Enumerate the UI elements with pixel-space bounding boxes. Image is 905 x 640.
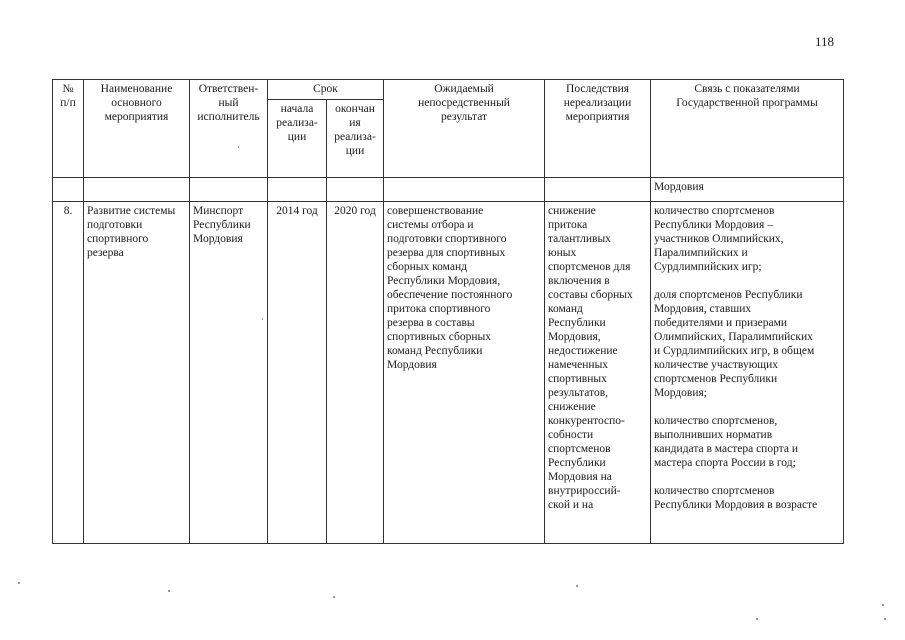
- cont-expected: [384, 178, 545, 202]
- row-responsible: Минспорт Республики Мордовия: [190, 202, 268, 544]
- row-name: Развитие системы подготовки спортивного резерва: [84, 202, 190, 544]
- cont-num: [53, 178, 84, 202]
- scan-speck: [756, 618, 758, 620]
- header-term-end: окончан ия реализа- ции: [327, 100, 384, 178]
- row-num: 8.: [53, 202, 84, 544]
- measures-table: [52, 79, 844, 544]
- scan-speck: [238, 146, 239, 148]
- scan-speck: [168, 590, 170, 592]
- cont-consequences: [545, 178, 651, 202]
- cont-responsible: [190, 178, 268, 202]
- scan-speck: [576, 585, 578, 587]
- header-consequences: Последствия нереализации мероприятия: [545, 80, 651, 178]
- header-link: Связь с показателями Государственной программы: [651, 80, 844, 178]
- row-expected: совершенствование системы отбора и подготовки спортивного резерва для спортивных сборных команд Республики Мордовия, обеспечение постоянного притока спортивного резерва в составы спортивных сборных команд Республики Мордовия: [384, 202, 545, 544]
- header-term: Срок: [268, 80, 384, 100]
- cont-link: Мордовия: [651, 178, 844, 202]
- cont-start: [268, 178, 327, 202]
- scan-speck: [333, 596, 335, 598]
- scan-speck: [18, 582, 20, 584]
- header-expected: Ожидаемый непосредственный результат: [384, 80, 545, 178]
- header-name: Наименование основного мероприятия: [84, 80, 190, 178]
- page-number: 118: [815, 34, 835, 49]
- continuation-row: [53, 178, 844, 202]
- scan-speck: [882, 604, 884, 606]
- header-responsible: Ответствен- ный исполнитель: [190, 80, 268, 178]
- cont-name: [84, 178, 190, 202]
- cont-end: [327, 178, 384, 202]
- row-end: 2020 год: [327, 202, 384, 544]
- header-term-start: начала реализа- ции: [268, 100, 327, 178]
- table-row: [53, 202, 844, 544]
- row-consequences: снижение притока талантливых юных спортсменов для включения в составы сборных команд Республики Мордовия, недостижение намеченных спортивных результатов, снижение конкурентоспо- собности спортсменов Республики Мордовия на внутрироссий- ской и на: [545, 202, 651, 544]
- header-row: [53, 80, 844, 100]
- scan-speck: [884, 618, 886, 620]
- row-start: 2014 год: [268, 202, 327, 544]
- row-link: количество спортсменов Республики Мордовия – участников Олимпийских, Паралимпийских и Сурдлимпийских игр; доля спортсменов Республики Мордовия, ставших победителями и призерами Олимпийских, Паралимпийских и Сурдлимпийских игр, в общем количестве участвующих спортсменов Республики Мордовия; количество спортсменов, выполнивших норматив кандидата в мастера спорта и мастера спорта России в год; количество спортсменов Республики Мордовия в возрасте: [651, 202, 844, 544]
- header-num: № п/п: [53, 80, 84, 178]
- scan-speck: [262, 318, 263, 320]
